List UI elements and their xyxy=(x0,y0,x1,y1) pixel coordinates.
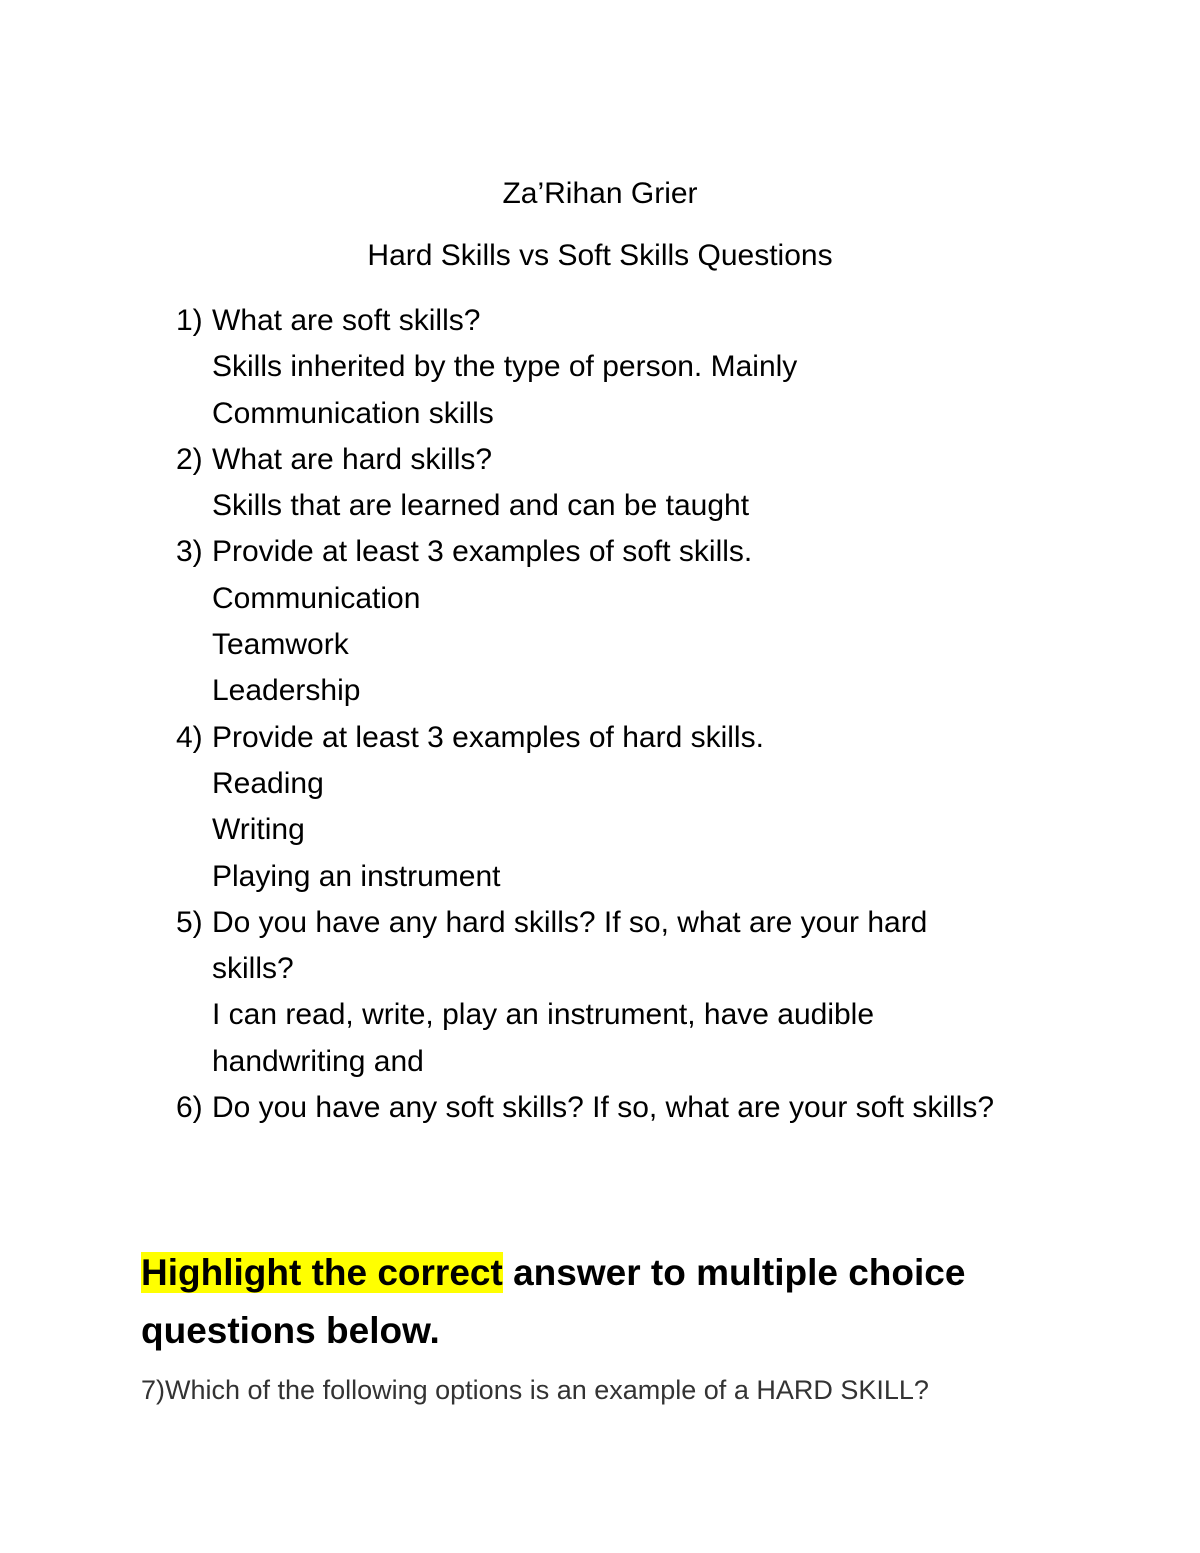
question-number: 5) xyxy=(176,905,203,939)
question-1 xyxy=(176,298,1076,344)
question-number: 6) xyxy=(176,1091,203,1125)
answer-line: Reading xyxy=(212,766,324,800)
author-name: Za’Rihan Grier xyxy=(502,177,698,210)
answer-line: Communication skills xyxy=(212,396,494,430)
question-text-continuation: skills? xyxy=(212,952,294,986)
answer-line: Skills inherited by the type of person. Mainly xyxy=(212,350,798,384)
question-text: Provide at least 3 examples of hard skills. xyxy=(212,720,764,754)
question-text: Do you have any hard skills? If so, what are your hard xyxy=(212,905,928,939)
question-number: 2) xyxy=(176,442,203,476)
question-number: 3) xyxy=(176,535,203,569)
answer-line: Playing an instrument xyxy=(212,859,501,893)
answer-line: handwriting and xyxy=(212,1044,424,1078)
instruction-text: answer to multiple choice xyxy=(502,1252,966,1293)
question-text: What are hard skills? xyxy=(212,442,493,476)
question-text: What are soft skills? xyxy=(212,304,481,337)
answer-line: Communication xyxy=(212,581,421,615)
question-number: 4) xyxy=(176,720,203,754)
answer-line: Skills that are learned and can be taught xyxy=(212,489,750,523)
question-number: 1) xyxy=(176,304,203,337)
question-list xyxy=(176,298,1076,1131)
question-text: Do you have any soft skills? If so, what are your soft skills? xyxy=(212,1091,995,1125)
answer-line: Writing xyxy=(212,813,305,847)
answer-line: Teamwork xyxy=(212,628,349,662)
question-3 xyxy=(176,529,1076,575)
question-5 xyxy=(176,900,1076,946)
document-title: Hard Skills vs Soft Skills Questions xyxy=(367,239,833,272)
instruction-heading xyxy=(141,1244,1061,1360)
question-text: Provide at least 3 examples of soft skills. xyxy=(212,535,753,569)
multiple-choice-question-7: 7)Which of the following options is an example of a HARD SKILL? xyxy=(141,1375,929,1405)
question-4 xyxy=(176,715,1076,761)
instruction-line-2: questions below. xyxy=(141,1310,440,1351)
answer-line: I can read, write, play an instrument, have audible xyxy=(212,998,875,1032)
question-2 xyxy=(176,437,1076,483)
question-6 xyxy=(176,1085,1076,1131)
instruction-line-1 xyxy=(141,1244,1061,1302)
highlighted-text: Highlight the correct xyxy=(141,1252,503,1293)
answer-line: Leadership xyxy=(212,674,361,708)
